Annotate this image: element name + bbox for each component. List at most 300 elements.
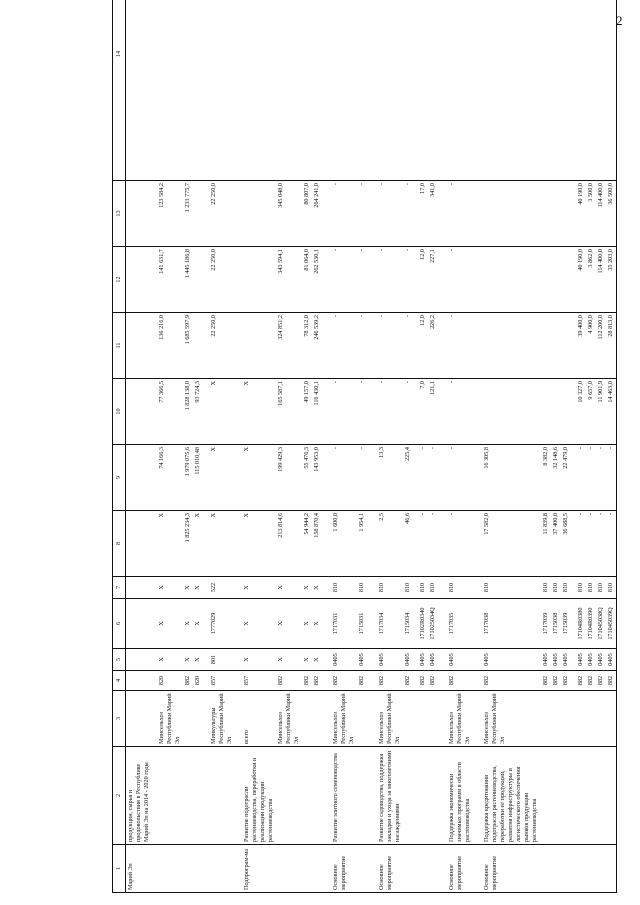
table-cell xyxy=(428,845,438,893)
table-cell: X xyxy=(302,577,312,599)
table-cell: 522 xyxy=(204,577,235,599)
table-cell xyxy=(586,845,596,893)
table-cell: - xyxy=(357,445,367,511)
table-cell xyxy=(276,845,302,893)
table-cell: - xyxy=(403,247,413,313)
table-cell xyxy=(126,649,153,671)
table-cell xyxy=(357,845,367,893)
table-cell xyxy=(126,511,153,577)
table-cell xyxy=(571,747,586,845)
table-cell: X xyxy=(183,649,193,671)
table-cell: 810 xyxy=(322,577,357,599)
table-cell: - xyxy=(438,379,473,445)
table-cell: 882 xyxy=(312,671,322,691)
table-cell: Основное мероприятие xyxy=(368,845,403,893)
table-cell: 0405 xyxy=(586,649,596,671)
table-cell: 801 xyxy=(204,649,235,671)
table-cell: 264 241,0 xyxy=(312,181,322,247)
table-cell: X xyxy=(152,511,183,577)
table-cell xyxy=(551,845,561,893)
table-cell: 22 250,0 xyxy=(204,313,235,379)
table-cell: 882 xyxy=(428,671,438,691)
table-cell xyxy=(541,379,551,445)
table-cell: - xyxy=(571,445,586,511)
table-cell: 1 445 186,8 xyxy=(183,247,193,313)
table-cell xyxy=(235,313,276,379)
table-cell: 1715031 xyxy=(357,599,367,649)
table-cell: - xyxy=(586,511,596,577)
table-cell: 1715039 xyxy=(561,599,571,649)
table-cell: 882 xyxy=(541,671,551,691)
table-cell: 40 190,0 xyxy=(571,181,586,247)
column-header: 6 xyxy=(113,599,126,649)
table-cell: 112 200,0 xyxy=(596,313,606,379)
page-number: 2 xyxy=(616,13,623,28)
table-cell: 46,6 xyxy=(403,511,413,577)
table-cell xyxy=(428,747,438,845)
table-cell xyxy=(368,0,403,181)
table-cell xyxy=(541,181,551,247)
table-cell: продукции, сырья и продовольствия в Республике Марий Эл на 2014 - 2020 годы xyxy=(126,747,153,845)
table-cell xyxy=(606,845,617,893)
table-row xyxy=(368,0,403,893)
table-cell: 22 479,0 xyxy=(561,445,571,511)
table-cell: 857 xyxy=(204,671,235,691)
table-cell xyxy=(541,747,551,845)
table-cell xyxy=(541,247,551,313)
table-cell xyxy=(413,691,428,747)
table-row xyxy=(322,0,357,893)
table-cell xyxy=(302,0,312,181)
table-cell: 0405 xyxy=(357,649,367,671)
table-row xyxy=(606,0,617,893)
table-cell xyxy=(413,845,428,893)
table-cell xyxy=(586,747,596,845)
table-cell: - xyxy=(428,511,438,577)
table-row xyxy=(596,0,606,893)
table-cell xyxy=(403,691,413,747)
table-cell: 9 657,0 xyxy=(586,379,596,445)
table-cell: - xyxy=(322,181,357,247)
table-cell: - xyxy=(413,511,428,577)
table-cell xyxy=(126,691,153,747)
table-cell: X xyxy=(302,599,312,649)
column-header: 8 xyxy=(113,511,126,577)
table-row xyxy=(183,0,193,893)
table-cell: 810 xyxy=(413,577,428,599)
table-cell: 54 944,2 xyxy=(302,511,312,577)
table-cell: 158 870,4 xyxy=(312,511,322,577)
table-cell: 3 500,0 xyxy=(586,181,596,247)
table-cell: 810 xyxy=(368,577,403,599)
table-cell: - xyxy=(368,379,403,445)
table-cell: X xyxy=(235,649,276,671)
table-cell xyxy=(551,747,561,845)
table-cell: 36 500,0 xyxy=(606,181,617,247)
table-cell xyxy=(183,747,193,845)
table-cell: 810 xyxy=(403,577,413,599)
table-cell: Минсельхоз Республики Марий Эл xyxy=(152,691,183,747)
table-cell: 115 010,48 xyxy=(193,445,203,511)
table-cell xyxy=(204,747,235,845)
column-header: 12 xyxy=(113,247,126,313)
table-cell: X xyxy=(235,445,276,511)
table-cell xyxy=(357,747,367,845)
table-cell: - xyxy=(596,511,606,577)
table-cell xyxy=(596,747,606,845)
table-cell: 341,0 xyxy=(428,181,438,247)
table-row xyxy=(126,0,153,893)
table-cell: 246 539,2 xyxy=(312,313,322,379)
table-cell xyxy=(276,0,302,181)
table-cell xyxy=(193,691,203,747)
table-cell xyxy=(193,747,203,845)
table-cell: X xyxy=(276,649,302,671)
table-cell: 225,4 xyxy=(403,445,413,511)
table-cell: 81 064,0 xyxy=(302,247,312,313)
table-cell: X xyxy=(302,649,312,671)
table-cell: 0405 xyxy=(606,649,617,671)
table-cell xyxy=(193,0,203,181)
table-cell xyxy=(413,0,428,181)
table-cell: 17,0 xyxy=(413,181,428,247)
table-cell: - xyxy=(438,445,473,511)
table-cell xyxy=(152,747,183,845)
table-cell: - xyxy=(357,181,367,247)
table-cell: 12,0 xyxy=(413,247,428,313)
table-cell xyxy=(126,379,153,445)
table-cell: 1717034 xyxy=(368,599,403,649)
table-cell: 165 587,1 xyxy=(276,379,302,445)
table-cell: 10 327,0 xyxy=(571,379,586,445)
table-cell: 17104R0380 xyxy=(571,599,586,649)
table-cell: 810 xyxy=(571,577,586,599)
table-cell: 882 xyxy=(561,671,571,691)
table-cell xyxy=(312,845,322,893)
table-cell xyxy=(541,313,551,379)
table-cell xyxy=(473,379,540,445)
table-cell: - xyxy=(438,247,473,313)
table-cell: 810 xyxy=(428,577,438,599)
table-cell: 0405 xyxy=(413,649,428,671)
table-cell: 40 190,0 xyxy=(571,247,586,313)
table-cell: 262 530,1 xyxy=(312,247,322,313)
table-cell: - xyxy=(357,379,367,445)
table-cell xyxy=(403,747,413,845)
table-cell: 171045038Q xyxy=(596,599,606,649)
table-cell: 1717038 xyxy=(473,599,540,649)
column-header: 13 xyxy=(113,181,126,247)
table-cell: 0405 xyxy=(403,649,413,671)
table-cell: 882 xyxy=(368,671,403,691)
table-cell xyxy=(126,0,153,181)
table-cell xyxy=(235,0,276,181)
table-cell: 39 400,0 xyxy=(571,313,586,379)
table-cell xyxy=(561,181,571,247)
table-cell xyxy=(357,0,367,181)
table-row xyxy=(276,0,302,893)
table-cell: X xyxy=(235,379,276,445)
table-cell: 345 048,0 xyxy=(276,181,302,247)
table-cell xyxy=(561,247,571,313)
table-cell: 4 900,0 xyxy=(586,313,596,379)
table-cell: 114 400,0 xyxy=(596,181,606,247)
column-header: 7 xyxy=(113,577,126,599)
table-cell: - xyxy=(322,313,357,379)
table-cell xyxy=(541,691,551,747)
table-cell xyxy=(204,845,235,893)
table-cell: 882 xyxy=(586,671,596,691)
table-cell: 171045039Q xyxy=(606,599,617,649)
table-cell xyxy=(561,379,571,445)
table-row xyxy=(413,0,428,893)
table-cell: 810 xyxy=(541,577,551,599)
column-header: 5 xyxy=(113,649,126,671)
table-cell: 810 xyxy=(606,577,617,599)
table-cell: 810 xyxy=(596,577,606,599)
table-cell: 882 xyxy=(438,671,473,691)
table-cell: 32 148,6 xyxy=(551,445,561,511)
table-cell: - xyxy=(438,181,473,247)
table-cell: 213 814,6 xyxy=(276,511,302,577)
column-header: 4 xyxy=(113,671,126,691)
table-cell: X xyxy=(183,599,193,649)
table-cell: 0405 xyxy=(571,649,586,671)
table-cell xyxy=(322,0,357,181)
table-row xyxy=(428,0,438,893)
table-cell xyxy=(473,247,540,313)
table-cell: X xyxy=(193,511,203,577)
table-cell: X xyxy=(193,599,203,649)
table-cell xyxy=(235,181,276,247)
table-cell: 882 xyxy=(302,671,312,691)
table-cell xyxy=(126,599,153,649)
table-cell: 882 xyxy=(276,671,302,691)
table-cell xyxy=(126,671,153,691)
column-header: 1 xyxy=(113,845,126,893)
table-cell: Основное мероприятие xyxy=(438,845,473,893)
table-cell: 882 xyxy=(413,671,428,691)
table-cell: 882 xyxy=(571,671,586,691)
table-cell: 22 250,0 xyxy=(204,181,235,247)
table-cell: 17104R0390 xyxy=(586,599,596,649)
table-cell xyxy=(561,691,571,747)
table-cell: - xyxy=(368,181,403,247)
table-cell: 16 305,8 xyxy=(473,445,540,511)
table-cell: 810 xyxy=(551,577,561,599)
table-cell: X xyxy=(312,577,322,599)
table-row xyxy=(403,0,413,893)
table-cell: 93 724,3 xyxy=(193,379,203,445)
table-cell: 0405 xyxy=(368,649,403,671)
table-cell xyxy=(312,0,322,181)
table-cell: - xyxy=(438,313,473,379)
column-header: 11 xyxy=(113,313,126,379)
table-cell: 0405 xyxy=(428,649,438,671)
table-cell: 80 807,0 xyxy=(302,181,312,247)
table-cell: 7,0 xyxy=(413,379,428,445)
table-cell: X xyxy=(193,649,203,671)
table-cell xyxy=(126,247,153,313)
table-cell: 12,0 xyxy=(413,313,428,379)
table-cell xyxy=(403,845,413,893)
table-cell: 74 166,3 xyxy=(152,445,183,511)
table-cell: 77 366,5 xyxy=(152,379,183,445)
table-cell xyxy=(586,691,596,747)
table-cell: 171025034Q xyxy=(428,599,438,649)
table-cell: 810 xyxy=(473,577,540,599)
table-cell: 1 233 775,7 xyxy=(183,181,193,247)
column-header: 10 xyxy=(113,379,126,445)
table-cell: Минсельхоз Республики Марий Эл xyxy=(473,691,540,747)
table-cell: 136 216,0 xyxy=(152,313,183,379)
table-cell: 2,5 xyxy=(368,511,403,577)
table-cell xyxy=(606,691,617,747)
table-cell: 0405 xyxy=(473,649,540,671)
table-cell: 11 901,9 xyxy=(596,379,606,445)
table-cell: - xyxy=(357,247,367,313)
table-cell: Подпрограм-ма xyxy=(235,845,276,893)
table-cell xyxy=(473,0,540,181)
table-cell: 36 688,5 xyxy=(561,511,571,577)
table-cell: X xyxy=(235,511,276,577)
table-cell xyxy=(183,845,193,893)
table-body xyxy=(126,0,617,893)
table-cell: - xyxy=(357,313,367,379)
table-cell: 35 203,0 xyxy=(606,247,617,313)
table-cell xyxy=(561,0,571,181)
table-row xyxy=(312,0,322,893)
table-cell: 22 250,0 xyxy=(204,247,235,313)
table-cell: X xyxy=(312,599,322,649)
table-cell: - xyxy=(438,511,473,577)
table-cell xyxy=(571,0,586,181)
table-cell: - xyxy=(322,379,357,445)
table-cell: 199 429,3 xyxy=(276,445,302,511)
column-header: 14 xyxy=(113,0,126,181)
table-cell: 11 839,8 xyxy=(541,511,551,577)
table-cell: 882 xyxy=(596,671,606,691)
table-cell: 810 xyxy=(561,577,571,599)
table-cell: X xyxy=(235,599,276,649)
table-cell: Минсельхоз Республики Марий Эл xyxy=(322,691,357,747)
table-row xyxy=(571,0,586,893)
table-cell: 1 979 075,6 xyxy=(183,445,193,511)
table-cell xyxy=(596,691,606,747)
table-cell: X xyxy=(152,577,183,599)
table-cell: 857 xyxy=(235,671,276,691)
table-cell: 1 685 597,9 xyxy=(183,313,193,379)
table-cell xyxy=(551,247,561,313)
table-cell: Поддержка экономически значимых программ в области растениеводства xyxy=(438,747,473,845)
table-cell: X xyxy=(276,599,302,649)
table-cell: 141 631,7 xyxy=(152,247,183,313)
table-row xyxy=(473,0,540,893)
table-cell xyxy=(561,845,571,893)
table-row xyxy=(152,0,183,893)
table-cell: 810 xyxy=(357,577,367,599)
table-cell: 324 851,2 xyxy=(276,313,302,379)
table-row xyxy=(561,0,571,893)
table-cell xyxy=(586,0,596,181)
table-cell: Развитие подотрасли растениеводства, переработки и реализации продукции растениеводства xyxy=(235,747,276,845)
table-cell: - xyxy=(413,445,428,511)
table-cell xyxy=(428,691,438,747)
column-header: 2 xyxy=(113,747,126,845)
table-cell: 0405 xyxy=(596,649,606,671)
table-cell xyxy=(551,181,561,247)
table-cell: Минсельхоз Республики Марий Эл xyxy=(438,691,473,747)
table-cell xyxy=(438,0,473,181)
table-cell: 820 xyxy=(193,671,203,691)
table-cell: 343 594,1 xyxy=(276,247,302,313)
table-cell: 1 600,0 xyxy=(322,511,357,577)
table-cell xyxy=(541,0,551,181)
table-cell: 810 xyxy=(438,577,473,599)
table-cell: - xyxy=(368,247,403,313)
table-cell: 13,3 xyxy=(368,445,403,511)
table-cell xyxy=(126,313,153,379)
table-cell: Марий Эл xyxy=(126,845,153,893)
table-cell: 882 xyxy=(473,671,540,691)
table-cell: 882 xyxy=(606,671,617,691)
table-cell xyxy=(473,313,540,379)
table-cell: 1715034 xyxy=(403,599,413,649)
table-cell: 1717035 xyxy=(438,599,473,649)
table-cell xyxy=(193,181,203,247)
table-cell: 0405 xyxy=(561,649,571,671)
table-cell: 1 828 138,0 xyxy=(183,379,193,445)
table-cell xyxy=(596,0,606,181)
table-cell: - xyxy=(606,511,617,577)
table-cell xyxy=(551,313,561,379)
table-cell: - xyxy=(428,445,438,511)
table-row xyxy=(302,0,312,893)
table-cell: X xyxy=(204,511,235,577)
table-cell xyxy=(183,0,193,181)
table-cell xyxy=(312,747,322,845)
table-cell: - xyxy=(571,511,586,577)
table-cell: 882 xyxy=(357,671,367,691)
table-cell: Минсельхоз Республики Марий Эл xyxy=(276,691,302,747)
table-cell: - xyxy=(403,181,413,247)
table-cell: 114 400,0 xyxy=(596,247,606,313)
table-cell xyxy=(126,181,153,247)
table-cell: 1777029 xyxy=(204,599,235,649)
table-cell: X xyxy=(312,649,322,671)
rotated-page-content xyxy=(112,28,622,893)
table-cell: 55 476,3 xyxy=(302,445,312,511)
table-cell xyxy=(571,845,586,893)
table-cell: - xyxy=(322,445,357,511)
table-cell: 820 xyxy=(152,671,183,691)
table-cell: Минкультуры Республики Марий Эл xyxy=(204,691,235,747)
table-cell: 0405 xyxy=(438,649,473,671)
table-cell xyxy=(357,691,367,747)
table-cell xyxy=(541,845,551,893)
table-cell xyxy=(312,691,322,747)
column-header: 3 xyxy=(113,691,126,747)
table-cell xyxy=(571,691,586,747)
table-cell: X xyxy=(152,649,183,671)
table-cell xyxy=(193,247,203,313)
table-cell xyxy=(551,691,561,747)
table-cell xyxy=(606,747,617,845)
table-row xyxy=(193,0,203,893)
table-row xyxy=(586,0,596,893)
table-cell: 1717031 xyxy=(322,599,357,649)
table-cell xyxy=(561,747,571,845)
